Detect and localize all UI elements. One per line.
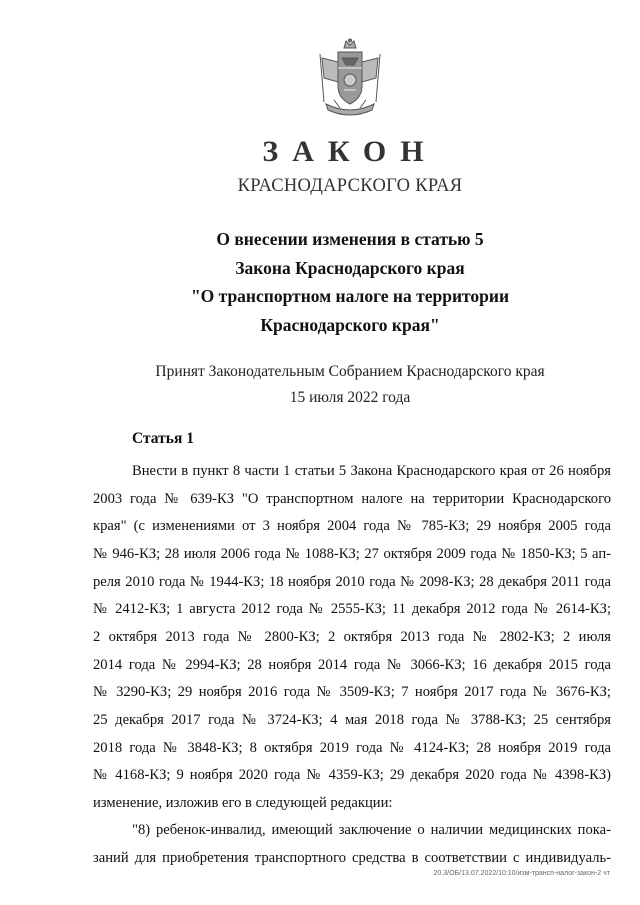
article-text-line: заний для приобретения транспортного средства в соответствии с индивидуаль- bbox=[93, 850, 611, 867]
article-text-line: № 946-КЗ; 28 июля 2006 года № 1088-КЗ; 27 октября 2009 года № 1850-КЗ; 5 ап- bbox=[93, 545, 611, 562]
article-text-line: 2018 года № 3848-КЗ; 8 октября 2019 года № 4124-КЗ; 28 ноября 2019 года bbox=[93, 739, 611, 756]
article-text-line: № 3290-КЗ; 29 ноября 2016 года № 3509-КЗ; 7 ноября 2017 года № 3676-КЗ; bbox=[93, 684, 611, 701]
law-heading-line-1: О внесении изменения в статью 5 bbox=[216, 229, 484, 249]
law-heading-line-4: Краснодарского края" bbox=[260, 315, 440, 335]
article-title: Статья 1 bbox=[132, 430, 194, 447]
article-text-line: реля 2010 года № 1944-КЗ; 18 ноября 2010 года № 2098-КЗ; 28 декабря 2011 года bbox=[93, 573, 611, 590]
article-text-line: 2014 года № 2994-КЗ; 28 ноября 2014 года № 3066-КЗ; 16 декабря 2015 года bbox=[93, 656, 611, 673]
article-text-line: края" (с изменениями от 3 ноября 2004 года № 785-КЗ; 29 ноября 2005 года bbox=[93, 518, 611, 535]
document-title: ЗАКОН bbox=[262, 135, 438, 168]
document-subtitle: КРАСНОДАРСКОГО КРАЯ bbox=[237, 176, 463, 196]
article-text-line: "8) ребенок-инвалид, имеющий заключение о наличии медицинских пока- bbox=[132, 822, 611, 839]
krasnodar-coat-of-arms-icon bbox=[316, 38, 384, 118]
article-text-line: № 4168-КЗ; 9 ноября 2020 года № 4359-КЗ; 29 декабря 2020 года № 4398-КЗ) bbox=[93, 767, 611, 784]
article-text-line: 2 октября 2013 года № 2800-КЗ; 2 октября 2013 года № 2802-КЗ; 2 июля bbox=[93, 628, 611, 645]
document-footer-ref: 20.3/ОБ/13.07.2022/10:10/изм-трансп-налог-закон-2 чт bbox=[433, 870, 610, 877]
law-heading-line-3: "О транспортном налоге на территории bbox=[190, 286, 510, 306]
article-text-line: изменение, изложив его в следующей редакции: bbox=[93, 794, 393, 811]
adoption-date: 15 июля 2022 года bbox=[289, 389, 411, 406]
law-heading-line-2: Закона Краснодарского края bbox=[235, 258, 465, 278]
article-text-line: Внести в пункт 8 части 1 статьи 5 Закона Краснодарского края от 26 ноября bbox=[132, 463, 611, 479]
article-text-line: № 2412-КЗ; 1 августа 2012 года № 2555-КЗ; 11 декабря 2012 года № 2614-КЗ; bbox=[93, 601, 611, 618]
adoption-statement: Принят Законодательным Собранием Краснодарского края bbox=[155, 363, 545, 380]
article-text-line: 2003 года № 639-КЗ "О транспортном налоге на территории Краснодарского bbox=[93, 490, 611, 507]
article-text-line: 25 декабря 2017 года № 3724-КЗ; 4 мая 2018 года № 3788-КЗ; 25 сентября bbox=[93, 711, 611, 728]
